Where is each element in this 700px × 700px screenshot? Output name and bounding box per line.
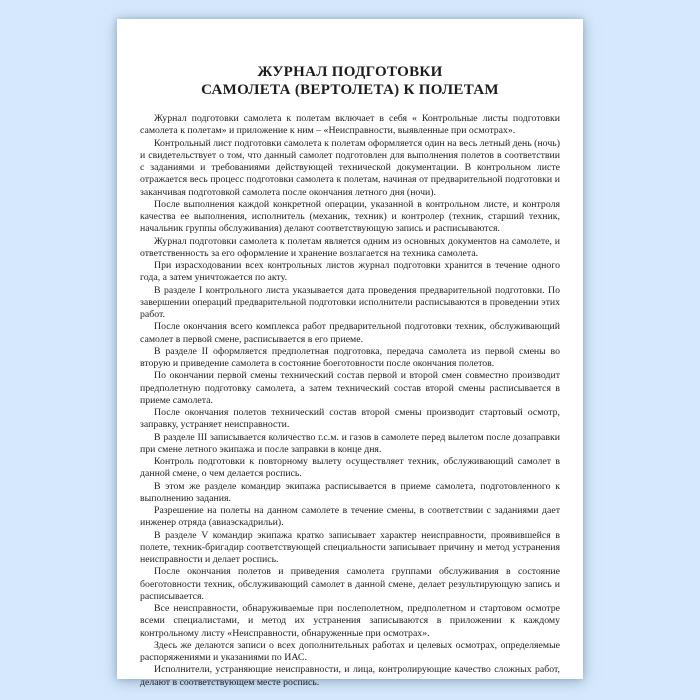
paragraph: Разрешение на полеты на данном самолете в течение смены, в соответствии с заданиями дает инженер отряда (авиаэскадрильи). xyxy=(140,505,560,529)
paragraph: По окончании первой смены технический состав первой и второй смен совместно производит предполетную подготовку самолета, а затем технический состав второй смены расписывается в приеме самолета. xyxy=(140,370,560,406)
paragraph: Контроль подготовки к повторному вылету осуществляет техник, обслуживающий самолет в данной смене, о чем делается роспись. xyxy=(140,456,560,480)
paragraph: Здесь же делаются записи о всех дополнительных работах и целевых осмотрах, определяемые распоряжениями и указаниями по ИАС. xyxy=(140,639,560,663)
paragraph: Журнал подготовки самолета к полетам является одним из основных документов на самолете, и ответственность за его оформление и хранение возлагается на техника самолета. xyxy=(140,235,560,259)
paragraph: Журнал подготовки самолета к полетам включает в себя « Контрольные листы подготовки самолета к полетам» и приложение к ним – «Неисправности, выявленные при осмотрах». xyxy=(140,113,560,137)
paragraph: После окончания полетов и приведения самолета группами обслуживания в состояние боеготовности техник, обслуживающий самолет в данной смене, делает результирующую запись и расписывается. xyxy=(140,566,560,602)
paragraph: После выполнения каждой конкретной операции, указанной в контрольном листе, и контроля качества ее выполнения, исполнитель (механик, техник) и контролер (техник, старший техник, начальник группы обслуживания) делают соответствующую запись и расписываются. xyxy=(140,198,560,235)
paragraph: Контрольный лист подготовки самолета к полетам оформляется один на весь летный день (ночь) и свидетельствует о том, что данный самолет подготовлен для выполнения полетов в соответствии с заданиями и требованиями действующей технической документации. В контрольном листе отражается весь процесс подготовки самолета к полетам, начиная от предварительной подготовки и заканчивая подготовкой самолета после окончания летного дня (ночи). xyxy=(140,137,560,198)
paragraph: В разделе II оформляется предполетная подготовка, передача самолета из первой смены во вторую и приведение самолета в состояние боеготовности после окончания полетов. xyxy=(140,345,560,369)
document-body xyxy=(140,113,560,689)
paragraph: После окончания всего комплекса работ предварительной подготовки техник, обслуживающий самолет в первой смене, расписывается в его приеме. xyxy=(140,321,560,345)
paragraph: Все неисправности, обнаруживаемые при послеполетном, предполетном и стартовом осмотре всеми специалистами, и метод их устранения записываются в приложении к каждому контрольному листу «Неисправности, обнаруженные при осмотрах». xyxy=(140,603,560,639)
title-line-2: САМОЛЕТА (ВЕРТОЛЕТА) К ПОЛЕТАМ xyxy=(201,82,499,98)
title-line-1: ЖУРНАЛ ПОДГОТОВКИ xyxy=(257,64,443,80)
paragraph: В разделе V командир экипажа кратко записывает характер неисправности, проявившейся в полете, техник-бригадир соответствующей специальности записывает причину и метод устранения неисправности и делает роспись. xyxy=(140,529,560,565)
document-title xyxy=(140,63,560,99)
paragraph: После окончания полетов технический состав второй смены производит стартовый осмотр, заправку, устраняет неисправности. xyxy=(140,407,560,431)
paragraph: В разделе I контрольного листа указывается дата проведения предварительной подготовки. По завершении операций предварительной подготовки исполнители расписываются в проведении этих работ. xyxy=(140,284,560,320)
paragraph: Исполнители, устраняющие неисправности, и лица, контролирующие качество сложных работ, делают в соответствующем месте роспись. xyxy=(140,664,560,688)
paragraph: В этом же разделе командир экипажа расписывается в приеме самолета, подготовленного к выполнению задания. xyxy=(140,480,560,504)
paragraph: При израсходовании всех контрольных листов журнал подготовки хранится в течение одного года, а затем уничтожается по акту. xyxy=(140,260,560,284)
paragraph: В разделе III записывается количество г.с.м. и газов в самолете перед вылетом после дозаправки при смене летного экипажа и после заправки в конце дня. xyxy=(140,431,560,455)
document-page xyxy=(117,19,583,688)
